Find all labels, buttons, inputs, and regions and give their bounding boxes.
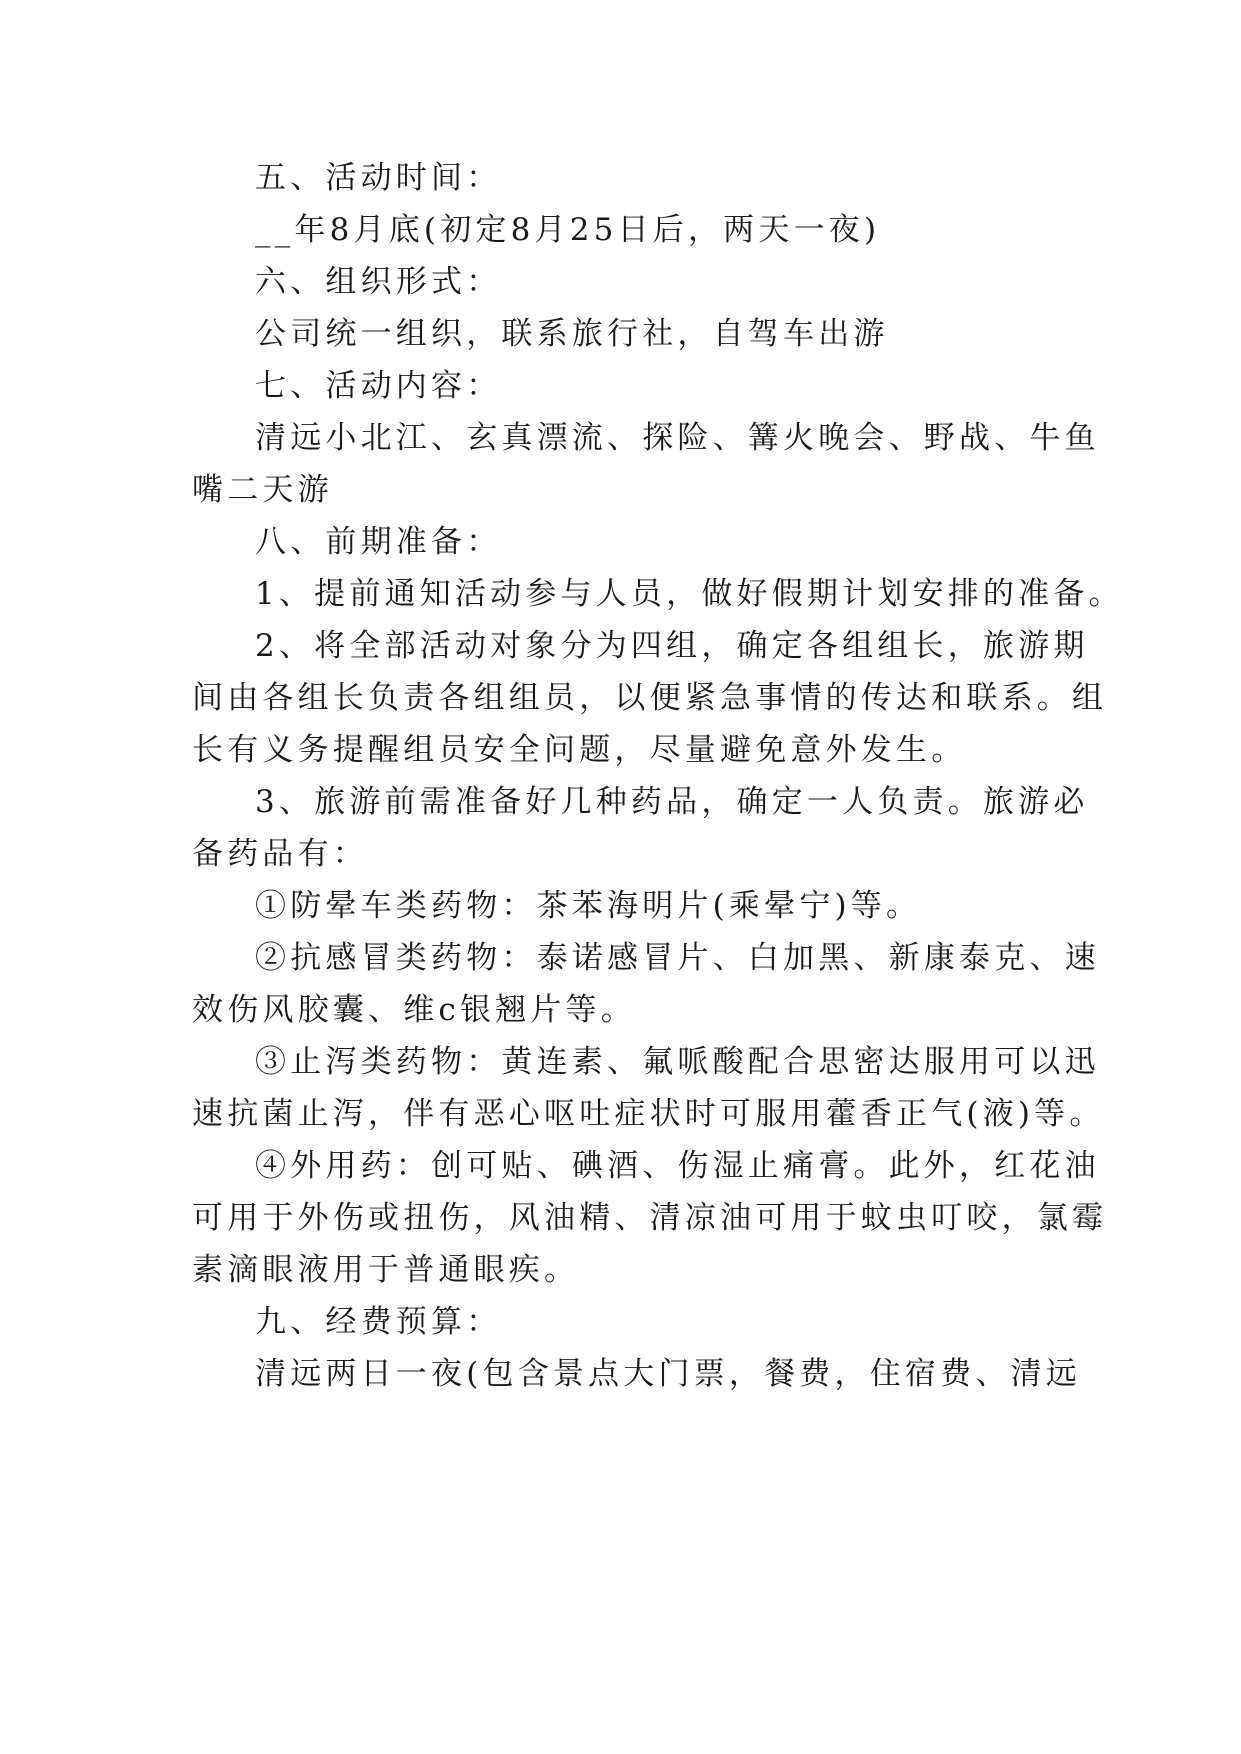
activity-content-line: 清远小北江、玄真漂流、探险、篝火晚会、野战、牛鱼 [255,420,1100,456]
section-heading-preparation: 八、前期准备： [255,524,502,560]
medicine-item-cold-cont: 效伤风胶囊、维c银翘片等。 [192,992,636,1028]
section-heading-organization: 六、组织形式： [255,264,502,300]
preparation-item-3: 3、旅游前需准备好几种药品，确定一人负责。旅游必 [255,784,1089,820]
organization-text: 公司统一组织，联系旅行社，自驾车出游 [255,316,889,352]
preparation-item-2-cont: 长有义务提醒组员安全问题，尽量避免意外发生。 [192,732,967,768]
medicine-item-external-cont: 可用于外伤或扭伤，风油精、清凉油可用于蚊虫叮咬，氯霉 [192,1200,1108,1236]
preparation-item-2-cont: 间由各组长负责各组组员，以便紧急事情的传达和联系。组 [192,680,1108,716]
section-heading-budget: 九、经费预算： [255,1304,502,1340]
preparation-item-1: 1、提前通知活动参与人员，做好假期计划安排的准备。 [255,576,1124,612]
preparation-item-2: 2、将全部活动对象分为四组，确定各组组长，旅游期 [255,628,1089,664]
medicine-item-external: ④外用药：创可贴、碘酒、伤湿止痛膏。此外，红花油 [255,1148,1100,1184]
section-heading-activity-time: 五、活动时间： [255,160,502,196]
medicine-item-external-cont: 素滴眼液用于普通眼疾。 [192,1252,580,1288]
medicine-item-diarrhea-cont: 速抗菌止泻，伴有恶心呕吐症状时可服用藿香正气(液)等。 [192,1096,1105,1132]
activity-date-text: __年8月底(初定8月25日后，两天一夜) [255,212,881,248]
section-heading-activity-content: 七、活动内容： [255,368,502,404]
budget-text: 清远两日一夜(包含景点大门票，餐费，住宿费、清远 [255,1356,1081,1392]
medicine-item-diarrhea: ③止泻类药物：黄连素、氟哌酸配合思密达服用可以迅 [255,1044,1100,1080]
medicine-item-cold: ②抗感冒类药物：泰诺感冒片、白加黑、新康泰克、速 [255,940,1100,976]
medicine-item-motion-sickness: ①防晕车类药物：茶苯海明片(乘晕宁)等。 [255,888,922,924]
activity-content-line: 嘴二天游 [192,472,333,508]
preparation-item-3-cont: 备药品有： [192,836,368,872]
